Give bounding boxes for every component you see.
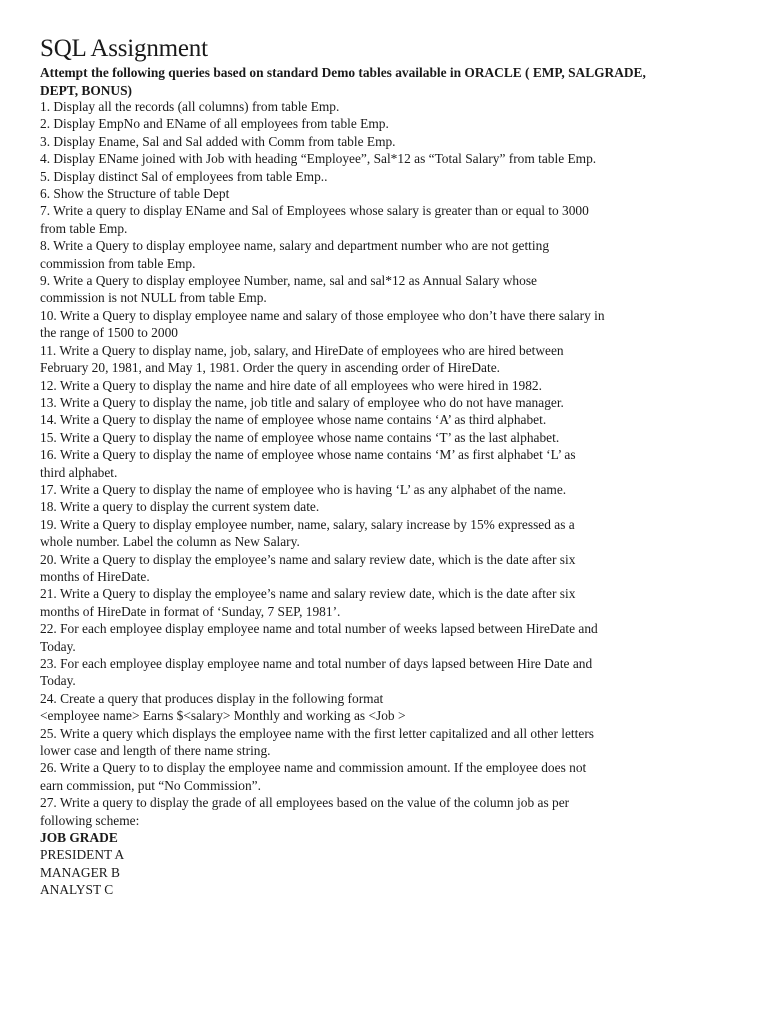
question-line: 27. Write a query to display the grade of all employees based on the value of the column job as per xyxy=(40,795,570,811)
question-line: 6. Show the Structure of table Dept xyxy=(40,186,230,202)
question-line: 16. Write a Query to display the name of employee whose name contains ‘M’ as first alphabet ‘L’ as xyxy=(40,447,576,463)
page-title: SQL Assignment xyxy=(40,35,208,62)
question-line: from table Emp. xyxy=(40,220,128,236)
question-line: 18. Write a query to display the current system date. xyxy=(40,499,320,515)
question-line: 24. Create a query that produces display in the following format xyxy=(40,690,384,706)
question-line: the range of 1500 to 2000 xyxy=(40,325,178,341)
question-line: 14. Write a Query to display the name of employee whose name contains ‘A’ as third alphabet. xyxy=(40,412,547,428)
question-line: 26. Write a Query to to display the employee name and commission amount. If the employee does not xyxy=(40,760,587,776)
question-line: 13. Write a Query to display the name, job title and salary of employee who do not have manager. xyxy=(40,394,564,410)
question-line: Today. xyxy=(40,673,76,689)
question-line: following scheme: xyxy=(40,812,140,828)
question-line: 25. Write a query which displays the employee name with the first letter capitalized and all other letters xyxy=(40,725,594,741)
question-line: ANALYST C xyxy=(40,882,114,898)
question-line: whole number. Label the column as New Salary. xyxy=(40,534,300,550)
instructions-line: Attempt the following queries based on standard Demo tables available in ORACLE ( EMP, SALGRADE, xyxy=(40,65,646,80)
question-line: months of HireDate. xyxy=(40,568,150,584)
question-line: PRESIDENT A xyxy=(40,847,125,863)
question-line: MANAGER B xyxy=(40,864,120,880)
question-line: 10. Write a Query to display employee name and salary of those employee who don’t have there salary in xyxy=(40,307,605,323)
question-line: 1. Display all the records (all columns) from table Emp. xyxy=(40,99,340,114)
instructions xyxy=(40,64,740,99)
question-line: Today. xyxy=(40,638,76,654)
question-line: 8. Write a Query to display employee name, salary and department number who are not getting xyxy=(40,238,550,254)
question-line: <employee name> Earns $<salary> Monthly and working as <Job > xyxy=(40,708,406,724)
question-line: commission from table Emp. xyxy=(40,255,196,271)
instructions-line: DEPT, BONUS) xyxy=(40,82,133,98)
question-line: 17. Write a Query to display the name of employee who is having ‘L’ as any alphabet of the name. xyxy=(40,481,567,497)
question-line: 7. Write a query to display EName and Sal of Employees whose salary is greater than or equal to 3000 xyxy=(40,203,589,219)
question-line: 9. Write a Query to display employee Number, name, sal and sal*12 as Annual Salary whose xyxy=(40,273,537,289)
question-line: 12. Write a Query to display the name and hire date of all employees who were hired in 1982. xyxy=(40,377,542,393)
table-header-line: JOB GRADE xyxy=(40,830,118,846)
question-line: commission is not NULL from table Emp. xyxy=(40,290,267,306)
question-line: 20. Write a Query to display the employee’s name and salary review date, which is the date after six xyxy=(40,551,576,567)
question-line: 23. For each employee display employee name and total number of days lapsed between Hire Date and xyxy=(40,656,593,671)
question-line: 21. Write a Query to display the employee’s name and salary review date, which is the date after six xyxy=(40,586,576,602)
question-line: lower case and length of there name string. xyxy=(40,743,271,759)
question-line: February 20, 1981, and May 1, 1981. Order the query in ascending order of HireDate. xyxy=(40,360,500,376)
question-list xyxy=(40,98,740,899)
question-line: 4. Display EName joined with Job with heading “Employee”, Sal*12 as “Total Salary” from table Emp. xyxy=(40,151,597,167)
question-line: 3. Display Ename, Sal and Sal added with Comm from table Emp. xyxy=(40,133,396,149)
question-line: 5. Display distinct Sal of employees from table Emp.. xyxy=(40,168,328,184)
question-line: earn commission, put “No Commission”. xyxy=(40,777,261,793)
question-line: 11. Write a Query to display name, job, salary, and HireDate of employees who are hired between xyxy=(40,342,564,358)
question-line: 2. Display EmpNo and EName of all employees from table Emp. xyxy=(40,116,389,132)
question-line: months of HireDate in format of ‘Sunday, 7 SEP, 1981’. xyxy=(40,603,341,619)
question-line: 22. For each employee display employee name and total number of weeks lapsed between HireDate and xyxy=(40,621,598,637)
question-line: 15. Write a Query to display the name of employee whose name contains ‘T’ as the last alphabet. xyxy=(40,429,560,445)
question-line: 19. Write a Query to display employee number, name, salary, salary increase by 15% expressed as a xyxy=(40,516,575,532)
question-line: third alphabet. xyxy=(40,464,118,480)
